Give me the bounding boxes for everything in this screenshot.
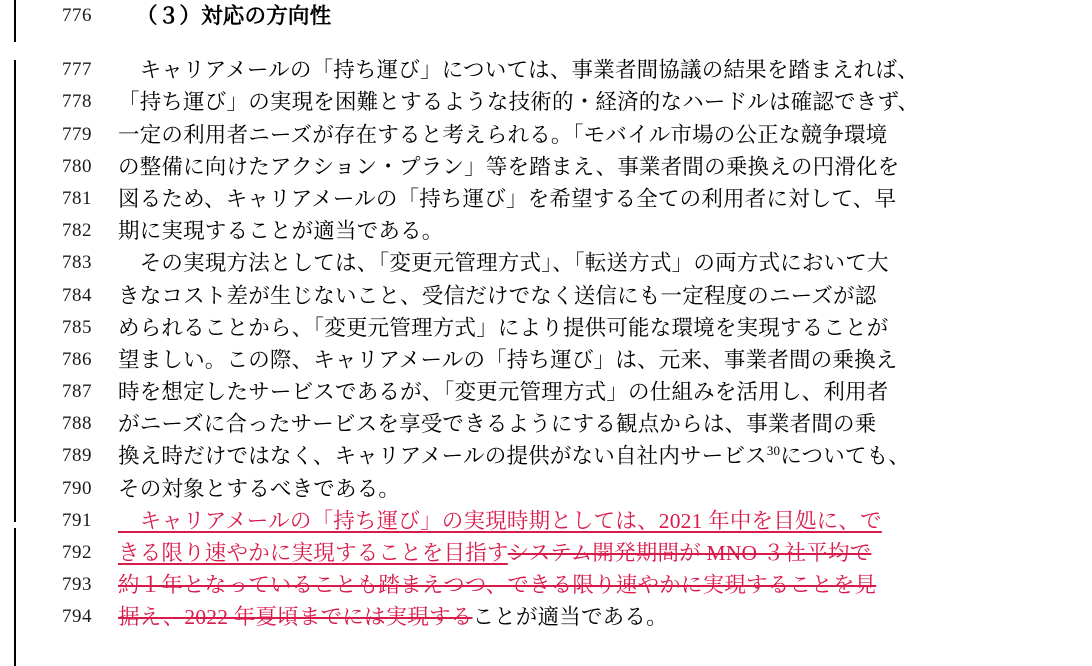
text-run: 図るため、キャリアメールの「持ち運び」を希望する全ての利用者に対して、早 bbox=[118, 186, 897, 211]
line-text bbox=[106, 183, 1092, 215]
line-text bbox=[106, 86, 1092, 118]
line-text bbox=[106, 247, 1092, 279]
line-number: 789 bbox=[62, 445, 92, 467]
line-number: 779 bbox=[62, 123, 92, 145]
text-run: 望ましい。この際、キャリアメールの「持ち運び」は、元来、事業者間の乗換え bbox=[118, 347, 898, 372]
line-number: 787 bbox=[62, 381, 92, 403]
text-run: 換え時だけではなく、キャリアメールの提供がない自社内サービス bbox=[118, 444, 767, 469]
document-line bbox=[0, 215, 1092, 247]
line-text bbox=[106, 569, 1092, 601]
line-number: 783 bbox=[62, 252, 92, 274]
line-number: 788 bbox=[62, 413, 92, 435]
document-line bbox=[0, 151, 1092, 183]
line-text bbox=[106, 119, 1092, 151]
text-run: 期に実現することが適当である。 bbox=[118, 219, 444, 244]
paragraph-spacer bbox=[0, 32, 1092, 54]
line-text bbox=[106, 505, 1092, 537]
line-text bbox=[106, 312, 1092, 344]
text-run: その対象とするべきである。 bbox=[118, 476, 401, 501]
line-text bbox=[106, 537, 1092, 569]
document-line bbox=[0, 408, 1092, 440]
inserted-text: キャリアメールの「持ち運び」の実現時期としては、2021 年中を目処に、で bbox=[118, 508, 882, 533]
line-number: 778 bbox=[62, 91, 92, 113]
line-text bbox=[106, 473, 1092, 505]
line-number: 794 bbox=[62, 606, 92, 628]
text-run: （３）対応の方向性 bbox=[136, 4, 332, 28]
document-line bbox=[0, 86, 1092, 118]
document-line bbox=[0, 54, 1092, 86]
line-number: 791 bbox=[62, 509, 92, 531]
line-number: 780 bbox=[62, 155, 92, 177]
text-run: きなコスト差が生じないこと、受信だけでなく送信にも一定程度のニーズが認 bbox=[118, 283, 877, 308]
line-number: 785 bbox=[62, 316, 92, 338]
document-line bbox=[0, 473, 1092, 505]
deleted-text: 約１年となっていることも踏まえつつ、できる限り速やかに実現することを見 bbox=[118, 573, 877, 598]
document-line bbox=[0, 247, 1092, 279]
text-run: 一定の利用者ニーズが存在すると考えられる。「モバイル市場の公正な競争環境 bbox=[118, 122, 888, 147]
line-text bbox=[106, 376, 1092, 408]
line-text bbox=[106, 344, 1092, 376]
text-run: がニーズに合ったサービスを享受できるようにする観点からは、事業者間の乗 bbox=[118, 412, 877, 437]
text-run: められることから、「変更元管理方式」により提供可能な環境を実現することが bbox=[118, 315, 889, 340]
deleted-text: システム開発期間が MNO ３社平均で bbox=[507, 541, 872, 565]
text-run: その実現方法としては、「変更元管理方式」、「転送方式」の両方式において大 bbox=[118, 251, 889, 276]
document-line bbox=[0, 376, 1092, 408]
document-line bbox=[0, 280, 1092, 312]
line-number: 786 bbox=[62, 348, 92, 370]
line-number: 790 bbox=[62, 477, 92, 499]
inserted-text: きる限り速やかに実現することを目指す bbox=[118, 541, 508, 565]
line-number: 782 bbox=[62, 220, 92, 242]
line-text bbox=[106, 440, 1092, 472]
text-run: の整備に向けたアクション・プラン」等を踏まえ、事業者間の乗換えの円滑化を bbox=[118, 154, 900, 179]
deleted-text: 据え、2022 年夏頃までには実現する bbox=[118, 605, 473, 630]
line-number: 777 bbox=[62, 59, 92, 81]
line-text bbox=[106, 151, 1092, 183]
line-text bbox=[106, 601, 1092, 633]
document-line bbox=[0, 183, 1092, 215]
line-text bbox=[106, 280, 1092, 312]
line-number: 793 bbox=[62, 574, 92, 596]
document-line bbox=[0, 440, 1092, 472]
line-number: 792 bbox=[62, 542, 92, 563]
document-line bbox=[0, 537, 1092, 569]
document-line bbox=[0, 312, 1092, 344]
text-run: ことが適当である。 bbox=[472, 605, 668, 630]
document-line bbox=[0, 569, 1092, 601]
line-text bbox=[106, 0, 1092, 32]
line-number: 776 bbox=[62, 5, 92, 26]
text-run: についても、 bbox=[780, 444, 911, 469]
document-line bbox=[0, 344, 1092, 376]
text-run: キャリアメールの「持ち運び」については、事業者間協議の結果を踏まえれば、 bbox=[118, 58, 919, 83]
line-number: 784 bbox=[62, 284, 92, 306]
line-number: 781 bbox=[62, 187, 92, 209]
text-run: 時を想定したサービスであるが、「変更元管理方式」の仕組みを活用し、利用者 bbox=[118, 380, 889, 405]
document-line bbox=[0, 601, 1092, 633]
document-line bbox=[0, 0, 1092, 32]
footnote-marker: 30 bbox=[766, 443, 781, 459]
line-text bbox=[106, 54, 1092, 86]
document-line bbox=[0, 119, 1092, 151]
line-text bbox=[106, 408, 1092, 440]
document-line bbox=[0, 505, 1092, 537]
text-run: 「持ち運び」の実現を困難とするような技術的・経済的なハードルは確認できず、 bbox=[118, 90, 920, 115]
line-text bbox=[106, 215, 1092, 247]
